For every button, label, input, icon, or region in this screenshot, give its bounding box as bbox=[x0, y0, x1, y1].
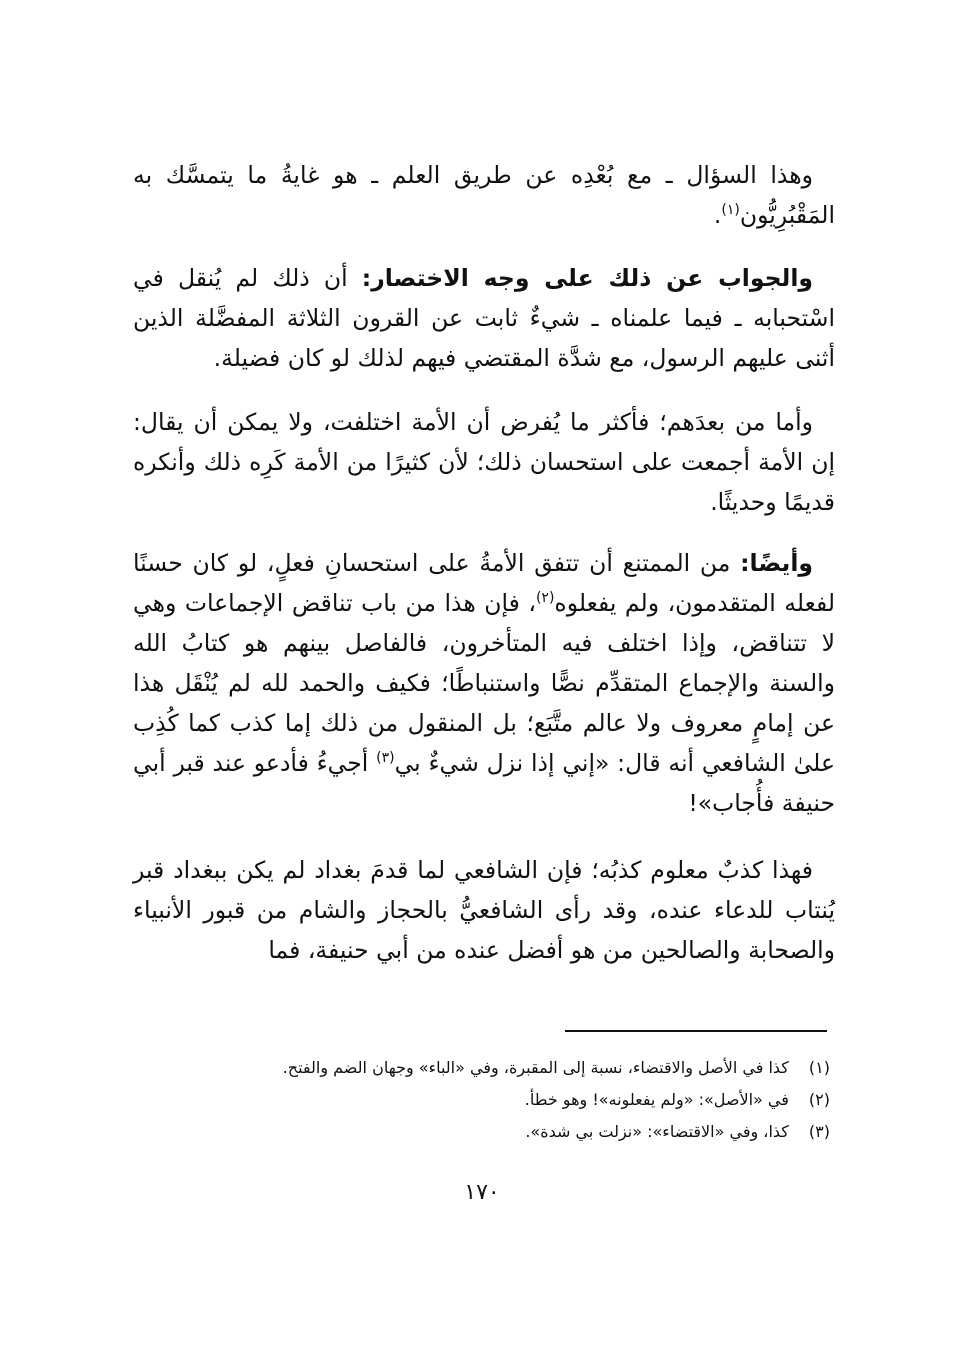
footnote-2 bbox=[140, 1084, 830, 1116]
paragraph-4-text-end: أجيءُ فأدعو عند قبر أبي حنيفة فأُجاب»! bbox=[133, 749, 835, 817]
footnote-ref-2: (٢) bbox=[535, 590, 555, 607]
paragraph-2 bbox=[133, 258, 835, 378]
footnote-ref-1: (١) bbox=[721, 202, 740, 219]
paragraph-2-text: أن ذلك لم يُنقل في اسْتحبابه ـ فيما علمناه ـ شيءٌ ثابت عن القرون الثلاثة المفضَّلة الذين أثنى عليهم الرسول، مع شدَّة المقتضي فيهم لذلك لو كان فضيلة. bbox=[133, 264, 835, 372]
paragraph-2-lead: والجواب عن ذلك على وجه الاختصار: bbox=[361, 264, 813, 292]
paragraph-4 bbox=[133, 543, 835, 823]
page-number: ١٧٠ bbox=[464, 1180, 500, 1205]
paragraph-1-text-end: . bbox=[713, 201, 722, 229]
footnote-2-number: (٢) bbox=[808, 1090, 830, 1109]
footnote-2-text: في «الأصل»: «ولم يفعلونه»! وهو خطأ. bbox=[524, 1090, 789, 1109]
footnote-1-number: (١) bbox=[808, 1058, 830, 1077]
footnote-3 bbox=[140, 1116, 830, 1148]
paragraph-1 bbox=[133, 155, 835, 235]
footnotes bbox=[140, 1052, 830, 1148]
paragraph-3-text: وأما من بعدَهم؛ فأكثر ما يُفرض أن الأمة اختلفت، ولا يمكن أن يقال: إن الأمة أجمعت على استحسان ذلك؛ لأن كثيرًا من الأمة كَرِه ذلك وأنكره قديمًا وحديثًا. bbox=[133, 408, 835, 516]
paragraph-4-text: من الممتنع أن تتفق الأمةُ على استحسانِ فعلٍ، لو كان حسنًا لفعله المتقدمون، ولم يفعلوه bbox=[133, 549, 835, 617]
paragraph-4-lead: وأيضًا: bbox=[740, 549, 813, 577]
paragraph-5 bbox=[133, 850, 835, 970]
footnote-3-text: كذا، وفي «الاقتضاء»: «نزلت بي شدة». bbox=[525, 1122, 789, 1141]
paragraph-5-text: فهذا كذبٌ معلوم كذبُه؛ فإن الشافعي لما قدمَ بغداد لم يكن ببغداد قبر يُنتاب للدعاء عنده، وقد رأى الشافعيُّ بالحجاز والشام من قبور الأنبياء والصحابة والصالحين من هو أفضل عنده من أبي حنيفة، فما bbox=[133, 856, 835, 964]
paragraph-4-text-middle: ، فإن هذا من باب تناقض الإجماعات وهي لا تتناقض، وإذا اختلف فيه المتأخرون، فالفاصل بينهم هو كتابُ الله والسنة والإجماع المتقدِّم نصًّا واستنباطًا؛ فكيف والحمد لله لم يُنْقَل هذا عن إمامٍ معروف ولا عالم متَّبَع؛ بل المنقول من ذلك إما كذب كما كُذِب علىٰ الشافعي أنه قال: «إني إذا نزل شيءٌ بي bbox=[133, 589, 835, 777]
footnote-1 bbox=[140, 1052, 830, 1084]
footnote-ref-3: (٣) bbox=[376, 750, 395, 767]
footnote-1-text: كذا في الأصل والاقتضاء، نسبة إلى المقبرة، وفي «الباء» وجهان الضم والفتح. bbox=[282, 1058, 789, 1077]
paragraph-1-text: وهذا السؤال ـ مع بُعْدِه عن طريق العلم ـ هو غايةُ ما يتمسَّك به المَقْبُرِيُّون bbox=[133, 161, 835, 229]
footnote-3-number: (٣) bbox=[808, 1122, 830, 1141]
footnote-separator bbox=[565, 1030, 827, 1032]
paragraph-3 bbox=[133, 402, 835, 522]
